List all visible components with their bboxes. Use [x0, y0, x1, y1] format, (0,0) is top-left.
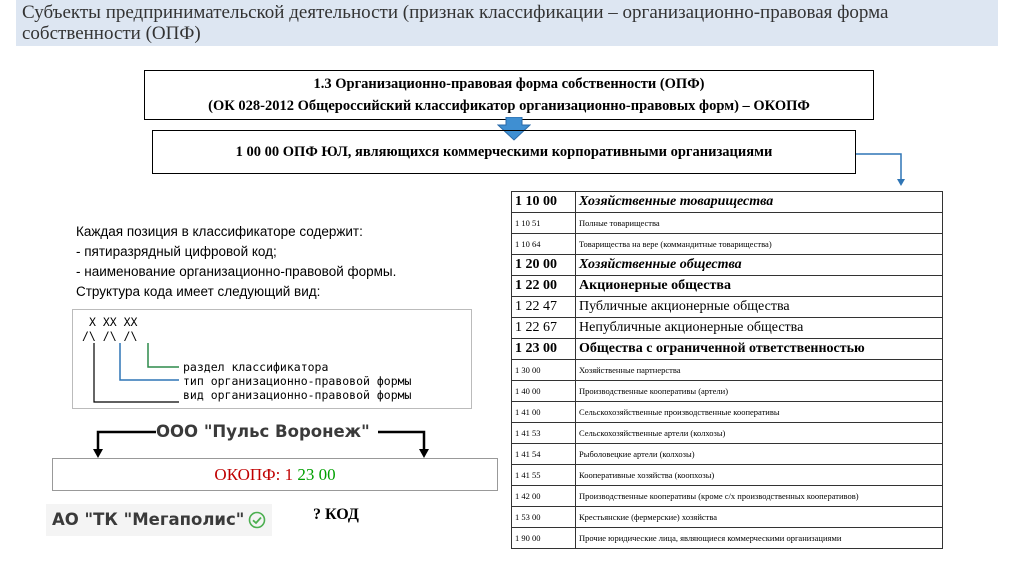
okopf-name: Производственные кооперативы (кроме с/х производственных кооперативов) — [576, 486, 943, 507]
table-row — [512, 192, 943, 213]
code-label-section: раздел классификатора — [183, 360, 329, 374]
okopf-result-box — [52, 458, 498, 491]
okopf-name: Прочие юридические лица, являющиеся коммерческими организациями — [576, 528, 943, 549]
code-pattern: X XX XX — [89, 315, 138, 329]
opf-heading-line1: 1.3 Организационно-правовая форма собственности (ОПФ) — [313, 76, 705, 92]
okopf-code: 1 42 00 — [512, 486, 576, 507]
okopf-digit1: 1 — [284, 465, 294, 484]
okopf-code: 1 53 00 — [512, 507, 576, 528]
code-label-type: тип организационно-правовой формы — [183, 374, 412, 388]
okopf-code: 1 10 00 — [512, 192, 576, 213]
company-name-megapolis: АО "ТК "Мегаполис" — [52, 510, 245, 529]
okopf-name: Производственные кооперативы (артели) — [576, 381, 943, 402]
question-code: ? КОД — [313, 506, 359, 523]
table-row — [512, 486, 943, 507]
okopf-name: Крестьянские (фермерские) хозяйства — [576, 507, 943, 528]
connector-arrow-icon — [855, 148, 911, 188]
desc-line2: - пятиразрядный цифровой код; — [76, 244, 277, 259]
code-slashes: /\ /\ /\ — [82, 329, 138, 343]
okopf-code: 1 41 55 — [512, 465, 576, 486]
okopf-code: 1 40 00 — [512, 381, 576, 402]
okopf-name: Рыболовецкие артели (колхозы) — [576, 444, 943, 465]
code-structure-box — [72, 309, 472, 409]
okopf-code: 1 23 00 — [512, 339, 576, 360]
okopf-name: Сельскохозяйственные артели (колхозы) — [576, 423, 943, 444]
okopf-name: Хозяйственные общества — [576, 255, 943, 276]
okopf-code: 1 41 54 — [512, 444, 576, 465]
company-name-puls: ООО "Пульс Воронеж" — [156, 422, 370, 441]
okopf-classifier-table — [511, 191, 943, 549]
table-row — [512, 297, 943, 318]
okopf-name: Акционерные общества — [576, 276, 943, 297]
table-row — [512, 234, 943, 255]
okopf-name: Кооперативные хозяйства (коопхозы) — [576, 465, 943, 486]
bracket-arrows-icon — [90, 425, 440, 461]
table-row — [512, 528, 943, 549]
opf-heading-box — [144, 70, 874, 120]
okopf-label: ОКОПФ: — [214, 465, 281, 484]
okopf-code: 1 22 47 — [512, 297, 576, 318]
page-title: Субъекты предпринимательской деятельности (признак классификации – организационно-правовая форма собственности (ОПФ) — [22, 2, 889, 44]
okopf-code: 1 90 00 — [512, 528, 576, 549]
desc-line4: Структура кода имеет следующий вид: — [76, 284, 321, 299]
desc-line3: - наименование организационно-правовой формы. — [76, 264, 397, 279]
table-row — [512, 255, 943, 276]
table-row — [512, 444, 943, 465]
title-bar — [16, 0, 998, 46]
table-row — [512, 465, 943, 486]
okopf-name: Сельскохозяйственные производственные кооперативы — [576, 402, 943, 423]
okopf-code: 1 41 53 — [512, 423, 576, 444]
commercial-corporate-box: 1 00 00 ОПФ ЮЛ, являющихся коммерческими корпоративными организациями — [152, 130, 856, 174]
okopf-code: 1 41 00 — [512, 402, 576, 423]
table-row — [512, 276, 943, 297]
classifier-description — [76, 222, 396, 302]
okopf-name: Хозяйственные товарищества — [576, 192, 943, 213]
table-row — [512, 213, 943, 234]
code-label-kind: вид организационно-правовой формы — [183, 388, 412, 402]
okopf-code: 1 20 00 — [512, 255, 576, 276]
table-row — [512, 381, 943, 402]
table-row — [512, 402, 943, 423]
okopf-name: Непубличные акционерные общества — [576, 318, 943, 339]
okopf-code: 1 22 67 — [512, 318, 576, 339]
okopf-digit2: 23 — [297, 465, 315, 484]
okopf-name: Товарищества на вере (коммандитные товарищества) — [576, 234, 943, 255]
check-circle-icon — [248, 511, 266, 529]
okopf-name: Хозяйственные партнерства — [576, 360, 943, 381]
okopf-name: Общества с ограниченной ответственностью — [576, 339, 943, 360]
company-logo-megapolis — [46, 504, 272, 536]
table-row — [512, 507, 943, 528]
table-row — [512, 318, 943, 339]
okopf-digit3: 00 — [318, 465, 336, 484]
table-row — [512, 360, 943, 381]
desc-line1: Каждая позиция в классификаторе содержит: — [76, 224, 363, 239]
opf-heading-line2: (ОК 028-2012 Общероссийский классификатор организационно-правовых форм) – ОКОПФ — [208, 98, 810, 114]
okopf-code: 1 30 00 — [512, 360, 576, 381]
okopf-name: Полные товарищества — [576, 213, 943, 234]
table-row — [512, 339, 943, 360]
okopf-code: 1 10 64 — [512, 234, 576, 255]
okopf-code: 1 10 51 — [512, 213, 576, 234]
table-row — [512, 423, 943, 444]
okopf-name: Публичные акционерные общества — [576, 297, 943, 318]
okopf-code: 1 22 00 — [512, 276, 576, 297]
